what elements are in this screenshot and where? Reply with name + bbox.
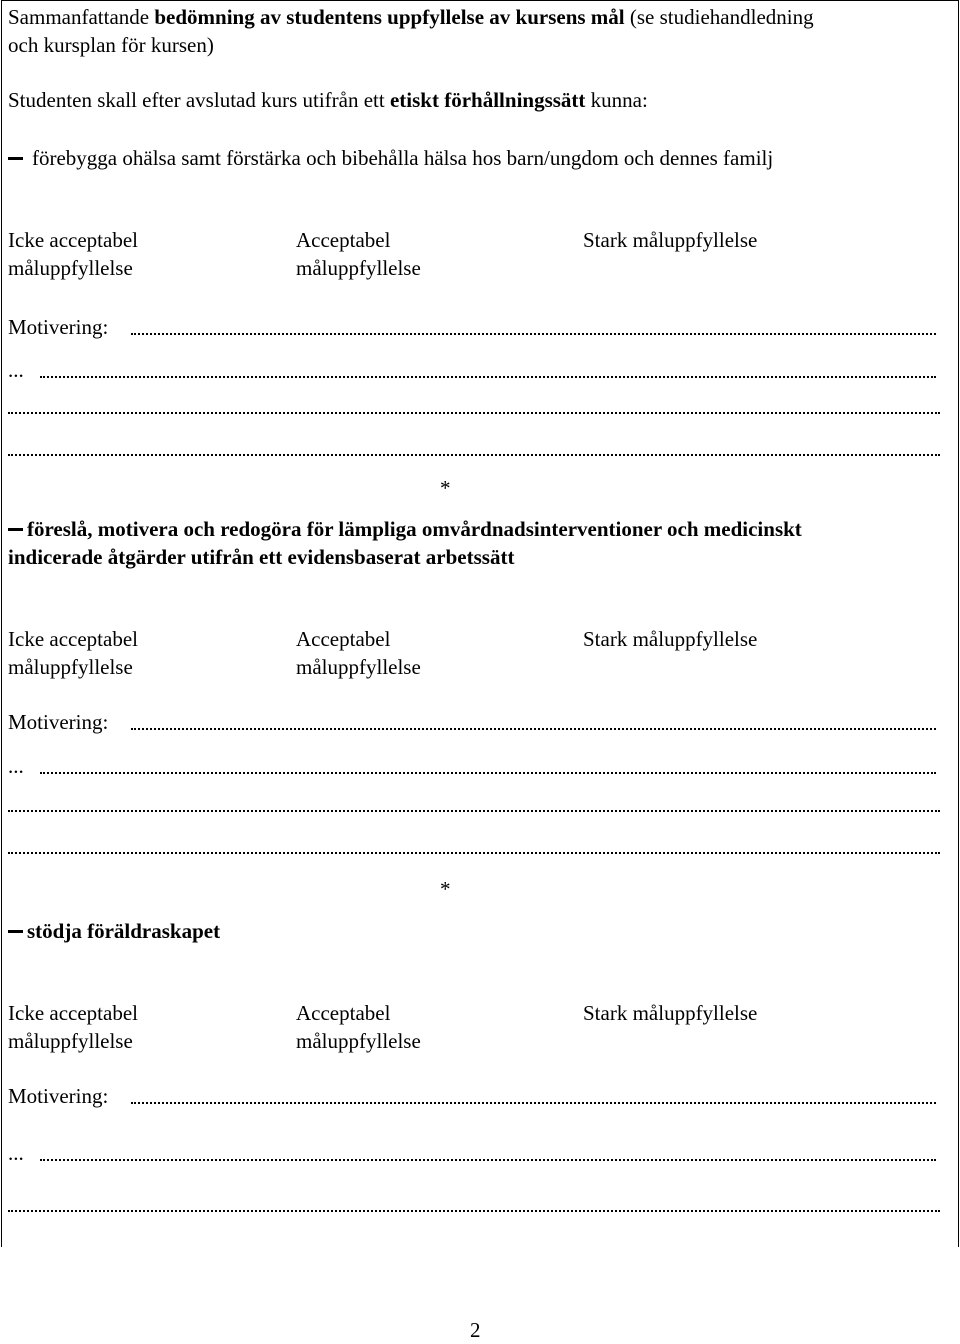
summary-prefix: Sammanfattande (8, 5, 155, 29)
separator-star-2: * (440, 877, 451, 901)
goal-2-rating-col2-line2: måluppfyllelse (296, 655, 421, 679)
goal-1-motivation-label: Motivering: (8, 315, 109, 339)
goal-2-rating-col2-line1: Acceptabel (296, 627, 391, 651)
goal-3-rating-col3: Stark måluppfyllelse (583, 1001, 758, 1025)
intro-suffix: kunna: (585, 88, 648, 112)
intro-text (8, 86, 648, 114)
summary-heading-line2: och kursplan för kursen) (8, 33, 214, 57)
goal-2-dash (8, 528, 23, 531)
goal-1-motivation-line-2[interactable] (40, 376, 936, 378)
summary-heading (8, 3, 814, 31)
goal-2-title-line2: indicerade åtgärder utifrån ett evidensbaserat arbetssätt (8, 545, 515, 569)
goal-3-dash (8, 930, 23, 933)
intro-prefix: Studenten skall efter avslutad kurs utifrån ett (8, 88, 390, 112)
goal-3-dots-prefix: ... (8, 1141, 24, 1165)
goal-1-motivation-line-3[interactable] (8, 412, 940, 414)
goal-3-rating-col2-line1: Acceptabel (296, 1001, 391, 1025)
goal-3-motivation-line-3[interactable] (8, 1210, 940, 1212)
goal-3-motivation-line-1[interactable] (131, 1102, 936, 1104)
goal-1-motivation-line-4[interactable] (8, 454, 940, 456)
goal-2-rating-col1-line2: måluppfyllelse (8, 655, 133, 679)
goal-2-title: föreslå, motivera och redogöra för lämpliga omvårdnadsinterventioner och medicinskt (27, 517, 802, 541)
goal-3-motivation-line-2[interactable] (40, 1159, 936, 1161)
summary-bold: bedömning av studentens uppfyllelse av kursens mål (154, 5, 625, 29)
goal-2-motivation-label: Motivering: (8, 710, 109, 734)
goal-1-rating-col1-line2: måluppfyllelse (8, 256, 133, 280)
goal-2-rating-col3: Stark måluppfyllelse (583, 627, 758, 651)
goal-1-dash (8, 157, 23, 160)
goal-1-rating-col2-line1: Acceptabel (296, 228, 391, 252)
goal-3-motivation-label: Motivering: (8, 1084, 109, 1108)
goal-1-motivation-line-1[interactable] (131, 333, 936, 335)
goal-1-rating-col2-line2: måluppfyllelse (296, 256, 421, 280)
goal-2-rating-col1-line1: Icke acceptabel (8, 627, 138, 651)
goal-3-rating-col1-line2: måluppfyllelse (8, 1029, 133, 1053)
summary-suffix: (se studiehandledning (624, 5, 814, 29)
goal-2-motivation-line-3[interactable] (8, 810, 940, 812)
goal-1-rating-col3: Stark måluppfyllelse (583, 228, 758, 252)
intro-bold: etiskt förhållningssätt (389, 88, 586, 112)
goal-2-motivation-line-4[interactable] (8, 852, 940, 854)
page-number: 2 (470, 1318, 481, 1342)
goal-3-title: stödja föräldraskapet (27, 919, 221, 943)
goal-1-dots-prefix: ... (8, 358, 24, 382)
goal-1-title: förebygga ohälsa samt förstärka och bibehålla hälsa hos barn/ungdom och dennes familj (32, 146, 774, 170)
goal-3-rating-col2-line2: måluppfyllelse (296, 1029, 421, 1053)
goal-1-rating-col1-line1: Icke acceptabel (8, 228, 138, 252)
goal-2-motivation-line-2[interactable] (40, 772, 936, 774)
goal-3-rating-col1-line1: Icke acceptabel (8, 1001, 138, 1025)
goal-2-motivation-line-1[interactable] (131, 728, 936, 730)
separator-star-1: * (440, 476, 451, 500)
goal-2-dots-prefix: ... (8, 754, 24, 778)
form-frame (1, 0, 959, 1247)
